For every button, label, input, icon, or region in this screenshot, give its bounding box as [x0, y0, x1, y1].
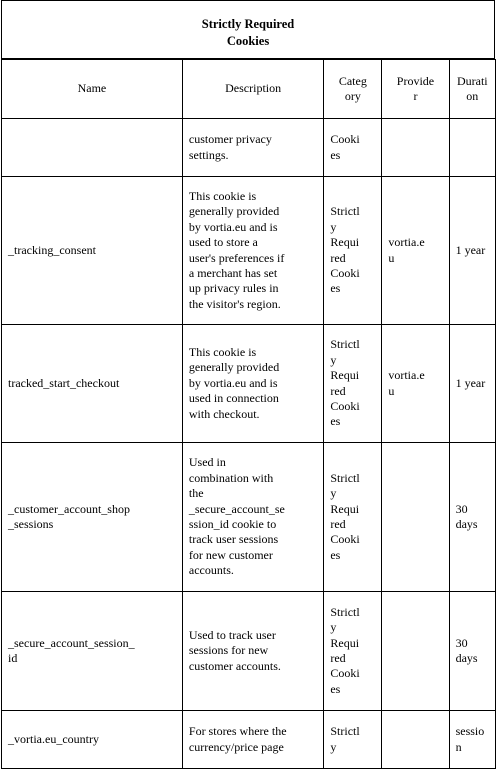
- cell-category: [324, 325, 382, 443]
- cell-category-line: es: [330, 414, 341, 429]
- cell-category-line: Strictl: [330, 470, 360, 485]
- cell-description-line: ssion_id cookie to: [188, 517, 277, 531]
- cell-description-line: for new customer: [188, 547, 273, 562]
- cell-description: [182, 443, 323, 592]
- cell-description-line: user's preferences if: [188, 250, 285, 265]
- header-category-line-1: Categ: [338, 73, 367, 88]
- cell-description: [182, 119, 323, 177]
- cell-description-line: sessions for new: [188, 643, 269, 658]
- cell-description-line: track user sessions: [188, 532, 279, 547]
- cell-category: [324, 711, 382, 769]
- cell-duration: [449, 443, 495, 592]
- cell-category-line: Cooki: [330, 265, 360, 280]
- cell-category-line: Strictl: [330, 337, 360, 352]
- cell-description-line: _secure_account_se: [188, 501, 285, 516]
- cell-category-line: red: [330, 517, 346, 531]
- table-title-line-2: Cookies: [226, 34, 270, 48]
- cell-category-line: Cooki: [330, 132, 360, 147]
- cell-category-line: Cooki: [330, 532, 360, 547]
- cell-description-line: generally provided: [188, 204, 280, 219]
- cell-duration: [449, 711, 495, 769]
- cell-duration-line: sessio: [455, 724, 485, 739]
- cell-provider: [382, 443, 449, 592]
- cell-description-line: by vortia.eu and is: [188, 375, 278, 390]
- cell-category-line: y: [330, 620, 337, 635]
- cell-name: [2, 119, 183, 177]
- cell-category: [324, 177, 382, 325]
- cell-category-line: Strictl: [330, 204, 360, 219]
- cell-description-line: customer privacy: [188, 132, 272, 147]
- cell-category-line: es: [330, 281, 341, 296]
- cell-name: [2, 592, 183, 711]
- cell-category-line: Strictl: [330, 604, 360, 619]
- cell-name-line: _tracking_consent: [8, 242, 96, 257]
- cell-description-line: generally provided: [188, 360, 280, 375]
- cell-description: [182, 177, 323, 325]
- cell-provider: [382, 592, 449, 711]
- table-row: [2, 711, 496, 769]
- cell-name-line: id: [8, 651, 18, 665]
- cell-category-line: Strictl: [330, 724, 360, 739]
- cell-name-line: _vortia.eu_country: [8, 731, 99, 746]
- cell-category-line: Requi: [330, 368, 360, 383]
- cell-duration-line: 1 year: [455, 242, 486, 257]
- cell-name-line: tracked_start_checkout: [8, 375, 120, 390]
- cell-description-line: combination with: [188, 470, 274, 485]
- cell-duration-line: days: [455, 517, 478, 531]
- cell-category-line: es: [330, 147, 341, 162]
- cell-description-line: the visitor's region.: [188, 296, 281, 311]
- cell-name-line: _secure_account_session_: [8, 635, 135, 650]
- cell-provider: [382, 711, 449, 769]
- cell-description-line: accounts.: [188, 563, 234, 578]
- cell-duration: [449, 119, 495, 177]
- cell-description-line: customer accounts.: [188, 658, 281, 673]
- cell-name: [2, 711, 183, 769]
- header-description: Description: [182, 60, 323, 119]
- cell-provider-line: u: [388, 250, 395, 265]
- table-row: [2, 592, 496, 711]
- cell-provider-line: vortia.e: [388, 235, 425, 250]
- cell-name-line: _sessions: [8, 517, 54, 531]
- cell-name-line: _customer_account_shop: [8, 501, 130, 516]
- cell-provider-line: u: [388, 383, 395, 398]
- header-provider-line-2: r: [413, 89, 418, 103]
- header-duration-line-2: on: [466, 89, 479, 103]
- cell-provider: [382, 119, 449, 177]
- cell-category-line: y: [330, 739, 337, 754]
- cell-category-line: red: [330, 250, 346, 265]
- header-provider-line-1: Provide: [396, 73, 435, 88]
- cell-category: [324, 592, 382, 711]
- cell-category-line: y: [330, 486, 337, 501]
- cell-category-line: es: [330, 547, 341, 562]
- cell-category-line: red: [330, 651, 346, 665]
- cell-duration-line: 30: [455, 635, 468, 650]
- header-duration-line-1: Durati: [456, 73, 488, 88]
- cell-description-line: with checkout.: [188, 406, 260, 421]
- cell-category-line: red: [330, 383, 346, 398]
- header-category: [324, 60, 382, 119]
- cell-description-line: Used in: [188, 455, 226, 470]
- table-header-row: [2, 60, 496, 119]
- cookies-table: [1, 59, 496, 769]
- header-provider: [382, 60, 449, 119]
- cell-category-line: Cooki: [330, 666, 360, 681]
- cell-description: [182, 592, 323, 711]
- header-category-line-2: ory: [344, 89, 361, 103]
- cell-description-line: currency/price page: [188, 739, 284, 754]
- cell-category-line: Requi: [330, 501, 360, 516]
- header-name: Name: [2, 60, 183, 119]
- cell-category-line: es: [330, 681, 341, 696]
- table-row: [2, 325, 496, 443]
- cell-category: [324, 443, 382, 592]
- cell-duration: [449, 592, 495, 711]
- table-title-box: [1, 0, 495, 59]
- cell-provider: [382, 325, 449, 443]
- cell-category-line: y: [330, 219, 337, 234]
- cell-description: [182, 711, 323, 769]
- cell-duration-line: 1 year: [455, 375, 486, 390]
- cell-description: [182, 325, 323, 443]
- table-title-line-1: Strictly Required: [201, 17, 295, 31]
- cell-description-line: settings.: [188, 147, 229, 162]
- cell-name: [2, 177, 183, 325]
- header-duration: [449, 60, 495, 119]
- table-row: [2, 443, 496, 592]
- cell-description-line: For stores where the: [188, 724, 287, 739]
- cell-category: [324, 119, 382, 177]
- cell-description-line: a merchant has set: [188, 265, 278, 280]
- cell-category-line: y: [330, 352, 337, 367]
- cell-description-line: This cookie is: [188, 344, 257, 359]
- cell-category-line: Cooki: [330, 398, 360, 413]
- cell-description-line: by vortia.eu and is: [188, 219, 278, 234]
- cell-name: [2, 325, 183, 443]
- table-title: [2, 16, 494, 50]
- cell-provider: [382, 177, 449, 325]
- cell-description-line: Used to track user: [188, 627, 276, 642]
- cell-description-line: the: [188, 486, 204, 501]
- cell-provider-line: vortia.e: [388, 368, 425, 383]
- cell-duration: [449, 325, 495, 443]
- cell-name: [2, 443, 183, 592]
- cell-description-line: used to store a: [188, 235, 258, 250]
- cell-description-line: up privacy rules in: [188, 281, 279, 296]
- cell-duration-line: n: [455, 739, 462, 754]
- cell-description-line: used in connection: [188, 391, 279, 406]
- cell-duration-line: days: [455, 651, 478, 665]
- table-row: [2, 119, 496, 177]
- cell-duration-line: 30: [455, 501, 468, 516]
- cell-category-line: Requi: [330, 235, 360, 250]
- table-row: [2, 177, 496, 325]
- cell-description-line: This cookie is: [188, 188, 257, 203]
- cell-category-line: Requi: [330, 635, 360, 650]
- cell-duration: [449, 177, 495, 325]
